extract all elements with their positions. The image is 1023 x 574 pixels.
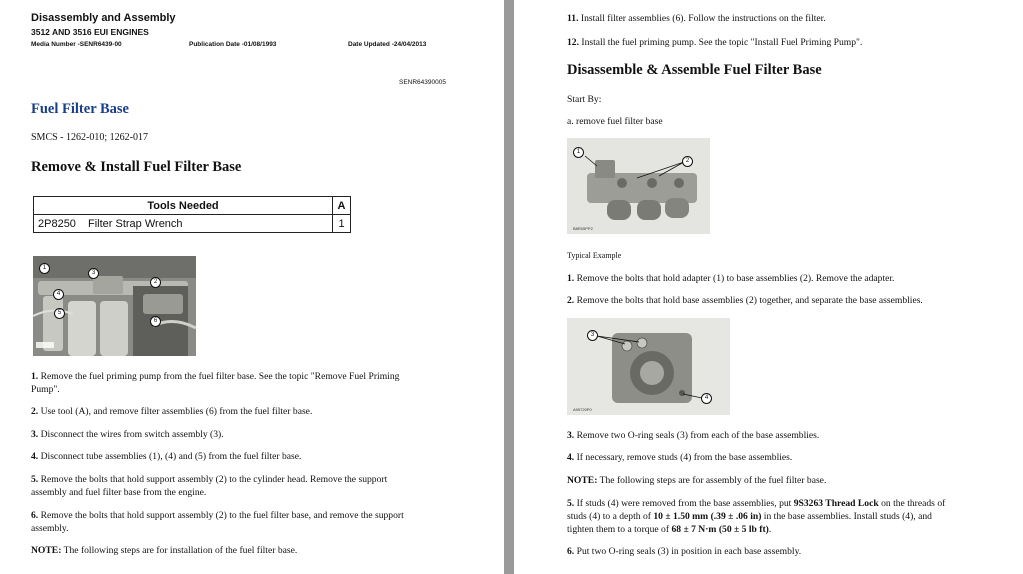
step-number: 12.: [567, 37, 579, 48]
step-11: [567, 12, 826, 25]
step-text: Disconnect the wires from switch assembly (3).: [40, 429, 224, 440]
fuel-filter-base-photo: [33, 256, 196, 356]
step-text: on the threads of: [878, 498, 946, 509]
callout-3: 3: [88, 268, 99, 279]
step-number: 6.: [567, 546, 575, 557]
step-text: Remove the bolts that hold support assembly (2) to the cylinder head. Remove the support: [40, 474, 388, 485]
step-text: Put two O-ring seals (3) in position in each base assembly.: [576, 546, 802, 557]
callout-6: 6: [150, 316, 161, 327]
step-text: Install filter assemblies (6). Follow the instructions on the filter.: [580, 13, 826, 24]
step-text: Install the fuel priming pump. See the topic "Install Fuel Priming Pump".: [581, 37, 863, 48]
step-4: [31, 450, 301, 463]
step-2: [31, 405, 312, 418]
step-number: 4.: [567, 452, 575, 463]
step-5: [31, 473, 387, 499]
page-right: [514, 0, 1023, 574]
step-1: [31, 370, 399, 396]
tools-needed-table: [33, 196, 351, 233]
smcs-codes: SMCS - 1262-010; 1262-017: [31, 132, 148, 143]
step-text: Remove the bolts that hold base assemblies (2) together, and separate the base assemblies.: [576, 295, 923, 306]
step-2: [567, 294, 923, 307]
step-number: 11.: [567, 13, 579, 24]
torque-spec: 68 ± 7 N·m (50 ± 5 lb ft): [671, 524, 769, 535]
callout-2: 2: [150, 277, 161, 288]
start-by-label: Start By:: [567, 94, 602, 105]
step-6: [31, 509, 404, 535]
start-by-item: a. remove fuel filter base: [567, 116, 663, 127]
table-row: [34, 215, 351, 233]
step-number: 1.: [567, 273, 575, 284]
note-text: The following steps are for installation of the fuel filter base.: [63, 545, 298, 556]
callout-1: 1: [39, 263, 50, 274]
thread-lock-part: 9S3263 Thread Lock: [793, 498, 879, 509]
note-label: NOTE:: [31, 545, 62, 556]
tool-part-number: 2P8250: [34, 215, 85, 233]
step-text: If studs (4) were removed from the base assemblies, put: [576, 498, 794, 509]
step-text: studs (4) to a depth of: [567, 511, 654, 522]
doc-header-subtitle: 3512 AND 3516 EUI ENGINES: [31, 27, 149, 37]
step-number: 5.: [31, 474, 39, 485]
filter-base-graphic-1: [567, 138, 710, 234]
step-number: 3.: [567, 430, 575, 441]
step-6: [567, 545, 801, 558]
engine-photo-graphic: [33, 256, 196, 356]
step-text: Use tool (A), and remove filter assemblies (6) from the fuel filter base.: [40, 406, 313, 417]
step-5: [567, 497, 945, 536]
tool-name: Filter Strap Wrench: [84, 215, 333, 233]
step-text-cont: assembly and fuel filter base from the engine.: [31, 487, 207, 498]
step-1: [567, 272, 894, 285]
step-number: 1.: [31, 371, 39, 382]
callout-2: 2: [682, 156, 693, 167]
assembly-note: [567, 474, 826, 487]
step-text: Remove the fuel priming pump from the fuel filter base. See the topic "Remove Fuel Priming: [40, 371, 400, 382]
remove-install-heading: Remove & Install Fuel Filter Base: [31, 159, 242, 175]
disassemble-assemble-heading: Disassemble & Assemble Fuel Filter Base: [567, 62, 822, 78]
step-text-cont: Pump".: [31, 384, 60, 395]
step-number: 2.: [567, 295, 575, 306]
step-12: [567, 36, 862, 49]
tools-column-a: A: [333, 197, 351, 215]
step-3: [567, 429, 819, 442]
step-number: 6.: [31, 510, 39, 521]
filter-base-photo-2: [567, 318, 730, 415]
step-number: 2.: [31, 406, 39, 417]
step-3: [31, 428, 224, 441]
date-updated: Date Updated -24/04/2013: [348, 41, 427, 48]
filter-base-photo-1: [567, 138, 710, 234]
stud-depth-spec: 10 ± 1.50 mm (.39 ± .06 in): [653, 511, 762, 522]
step-text: in the base assemblies. Install studs (4), and: [761, 511, 932, 522]
note-text: The following steps are for assembly of the fuel filter base.: [599, 475, 827, 486]
step-number: 4.: [31, 451, 39, 462]
tools-needed-header: Tools Needed: [34, 197, 333, 215]
step-text: Disconnect tube assemblies (1), (4) and (5) from the fuel filter base.: [40, 451, 302, 462]
step-text-cont: assembly.: [31, 523, 69, 534]
callout-5: 5: [54, 308, 65, 319]
step-text: If necessary, remove studs (4) from the base assemblies.: [576, 452, 793, 463]
section-title: Fuel Filter Base: [31, 101, 129, 117]
step-number: 5.: [567, 498, 575, 509]
step-4: [567, 451, 792, 464]
photo-caption: A95720P0: [573, 407, 592, 412]
step-text: .: [768, 524, 772, 535]
tool-quantity: 1: [333, 215, 351, 233]
media-number: Media Number -SENR6439-00: [31, 41, 122, 48]
note-label: NOTE:: [567, 475, 598, 486]
typical-example-caption: Typical Example: [567, 251, 622, 260]
doc-header-title: Disassembly and Assembly: [31, 12, 176, 24]
page-left: [0, 0, 504, 574]
step-text: Remove the bolts that hold support assembly (2) to the fuel filter base, and remove the support: [40, 510, 404, 521]
step-number: 3.: [31, 429, 39, 440]
doc-id: SENR64390005: [399, 79, 446, 86]
step-text: Remove the bolts that hold adapter (1) to base assemblies (2). Remove the adapter.: [576, 273, 895, 284]
step-text: Remove two O-ring seals (3) from each of the base assemblies.: [576, 430, 820, 441]
step-text: tighten them to a torque of: [567, 524, 672, 535]
tools-table-header-row: [34, 197, 351, 215]
callout-3: 3: [587, 330, 598, 341]
callout-4: 4: [701, 393, 712, 404]
photo-caption: B8R05PP2: [573, 226, 593, 231]
callout-4: 4: [53, 289, 64, 300]
callout-1: 1: [573, 147, 584, 158]
publication-date: Publication Date -01/08/1993: [189, 41, 277, 48]
installation-note: [31, 544, 297, 557]
